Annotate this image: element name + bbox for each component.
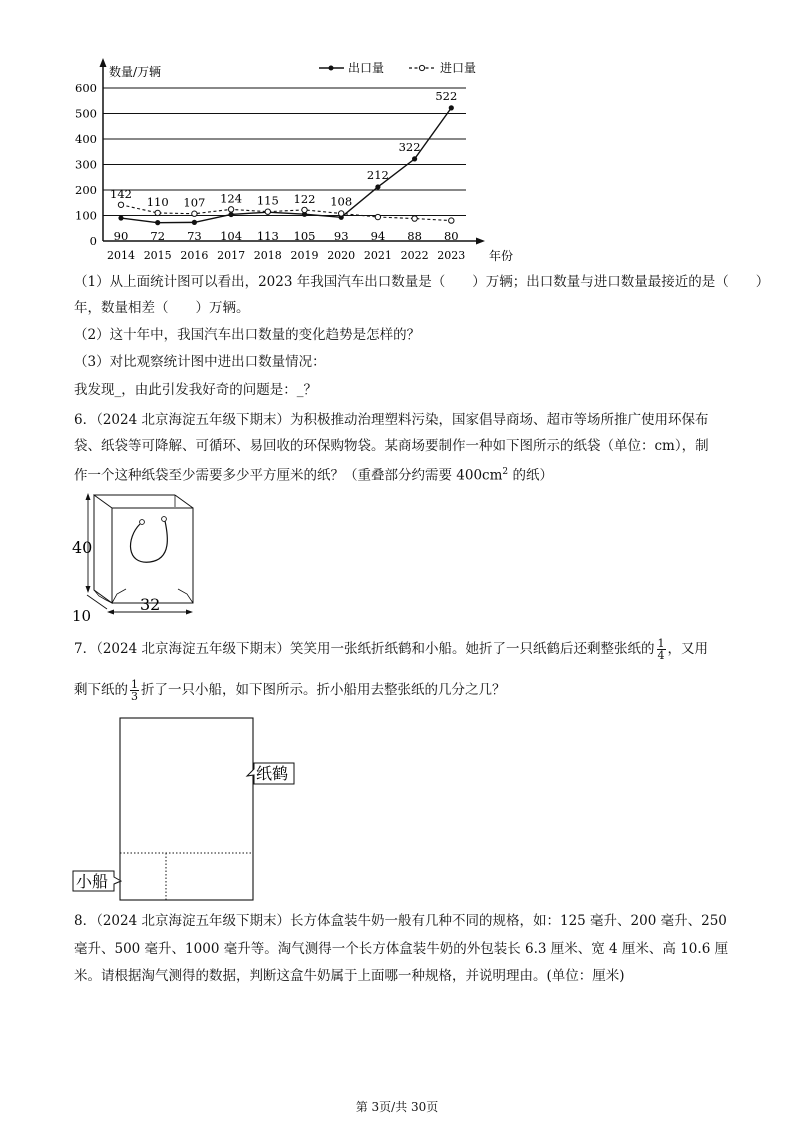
legend-export-label: 出口量 bbox=[348, 61, 385, 75]
import-data-point bbox=[265, 209, 270, 214]
y-tick-label: 500 bbox=[75, 106, 97, 121]
q8-line2: 毫升、500 毫升、1000 毫升等。淘气测得一个长方体盒装牛奶的外包装长 6.3 厘米、宽 4 厘米、高 10.6 厘 bbox=[74, 941, 729, 957]
x-tick-label: 2015 bbox=[143, 249, 172, 262]
chart-legend bbox=[319, 60, 476, 75]
x-tick-label: 2023 bbox=[437, 249, 466, 262]
q6-line3 bbox=[74, 463, 553, 485]
crane-label: 纸鹤 bbox=[256, 764, 289, 783]
y-tick-label: 0 bbox=[89, 234, 97, 248]
q6-line2: 袋、纸袋等可降解、可循环、易回收的环保购物袋。某商场要制作一种如下图所示的纸袋（单位：cm），制 bbox=[74, 438, 709, 454]
import-data-point bbox=[339, 211, 344, 216]
export-data-point bbox=[229, 212, 234, 217]
import-data-point bbox=[412, 216, 417, 221]
export-data-label: 93 bbox=[333, 229, 349, 243]
import-data-label: 107 bbox=[183, 195, 206, 210]
q7-line1 bbox=[74, 637, 708, 661]
fraction-one-quarter bbox=[657, 638, 666, 661]
x-tick-label: 2014 bbox=[107, 249, 135, 262]
export-data-point bbox=[375, 184, 380, 189]
export-data-label: 113 bbox=[256, 229, 279, 243]
q6-line3-text: 作一个这种纸袋至少需要多少平方厘米的纸？（重叠部分约需要 400cm bbox=[74, 467, 503, 484]
x-tick-label: 2017 bbox=[217, 249, 246, 262]
q8-line1: 8．（2024 北京海淀五年级下期末）长方体盒装牛奶一般有几种不同的规格，如：125 毫升、200 毫升、250 bbox=[74, 913, 727, 929]
import-data-point bbox=[375, 214, 380, 219]
export-data-label: 73 bbox=[187, 229, 202, 243]
q7-line2 bbox=[74, 678, 506, 702]
q7-line1-end: ，又用 bbox=[667, 641, 708, 657]
import-data-point bbox=[449, 218, 454, 223]
import-data-point bbox=[228, 207, 233, 212]
q6-superscript: 2 bbox=[502, 467, 509, 477]
import-data-label: 142 bbox=[110, 186, 132, 201]
bag-depth-label: 10 bbox=[72, 607, 92, 625]
export-data-label: 522 bbox=[435, 88, 458, 103]
q5-part4: 我发现_，由此引发我好奇的问题是：_？ bbox=[74, 382, 317, 398]
legend-import-label: 进口量 bbox=[440, 61, 477, 75]
export-series-line bbox=[121, 108, 451, 223]
q8-line3: 米。请根据淘气测得的数据，判断这盒牛奶属于上面哪一种规格，并说明理由。(单位：厘米) bbox=[74, 968, 625, 984]
fraction-denominator: 3 bbox=[131, 690, 138, 703]
import-data-label: 88 bbox=[407, 229, 422, 243]
x-axis-label: 年份 bbox=[489, 249, 514, 263]
q7-line1-text: 7．（2024 北京海淀五年级下期末）笑笑用一张纸折纸鹤和小船。她折了一只纸鹤后还剩整张纸的 bbox=[74, 641, 655, 657]
y-tick-label: 200 bbox=[75, 183, 97, 197]
import-data-label: 94 bbox=[370, 229, 386, 243]
import-data-point bbox=[155, 210, 160, 215]
import-data-label: 110 bbox=[146, 194, 169, 209]
paper-fold-diagram bbox=[70, 715, 305, 905]
import-data-label: 115 bbox=[256, 193, 279, 208]
export-data-label: 322 bbox=[398, 139, 421, 154]
export-data-point bbox=[155, 220, 160, 225]
y-tick-label: 100 bbox=[75, 208, 97, 223]
import-data-label: 122 bbox=[293, 191, 316, 206]
import-data-label: 124 bbox=[220, 191, 243, 206]
q7-line2-text: 剩下纸的 bbox=[74, 682, 128, 698]
q6-line3-end: 的纸） bbox=[508, 467, 553, 484]
paper-bag-diagram bbox=[70, 490, 210, 625]
fraction-one-third bbox=[130, 679, 139, 702]
q5-part3: （3）对比观察统计图中进出口数量情况： bbox=[74, 354, 326, 370]
export-data-point bbox=[449, 105, 454, 110]
y-tick-label: 600 bbox=[75, 81, 97, 95]
import-data-label: 108 bbox=[330, 194, 353, 209]
fraction-numerator: 1 bbox=[131, 678, 138, 691]
boat-label: 小船 bbox=[76, 872, 109, 891]
legend-import-marker bbox=[419, 65, 424, 70]
import-data-point bbox=[118, 202, 123, 207]
export-data-label: 212 bbox=[366, 167, 389, 182]
fraction-denominator: 4 bbox=[657, 649, 665, 662]
page-footer: 第 3页/共 30页 bbox=[355, 1100, 439, 1114]
q5-part1-line1: （1）从上面统计图可以看出，2023 年我国汽车出口数量是（ ）万辆；出口数量与进口数量最接近的是（ ） bbox=[74, 274, 770, 290]
q6-line1: 6．（2024 北京海淀五年级下期末）为积极推动治理塑料污染，国家倡导商场、超市等场所推广使用环保布 bbox=[74, 412, 709, 428]
y-tick-label: 300 bbox=[75, 157, 97, 172]
export-data-point bbox=[192, 220, 197, 225]
legend-export-marker bbox=[329, 66, 334, 71]
x-tick-label: 2016 bbox=[180, 249, 209, 262]
x-tick-label: 2022 bbox=[400, 249, 429, 262]
export-data-label: 104 bbox=[220, 229, 243, 243]
q5-part2: （2）这十年中，我国汽车出口数量的变化趋势是怎样的？ bbox=[74, 327, 421, 343]
q5-part1-line2: 年，数量相差（ ）万辆。 bbox=[74, 300, 250, 316]
bag-height-label: 40 bbox=[72, 538, 93, 557]
export-data-point bbox=[412, 156, 417, 161]
line-chart bbox=[60, 55, 514, 270]
export-data-label: 90 bbox=[113, 229, 129, 243]
bag-length-label: 32 bbox=[140, 595, 161, 614]
x-tick-label: 2019 bbox=[290, 249, 319, 262]
fraction-numerator: 1 bbox=[657, 637, 665, 650]
q7-line2-end: 折了一只小船，如下图所示。折小船用去整张纸的几分之几？ bbox=[141, 682, 506, 698]
import-data-point bbox=[192, 211, 197, 216]
export-data-label: 72 bbox=[150, 229, 166, 243]
x-tick-label: 2018 bbox=[253, 249, 282, 262]
y-axis-label: 数量/万辆 bbox=[109, 65, 162, 79]
import-data-label: 80 bbox=[443, 229, 459, 243]
x-tick-label: 2021 bbox=[363, 249, 392, 262]
import-data-point bbox=[302, 207, 307, 212]
export-data-point bbox=[118, 215, 123, 220]
export-data-label: 105 bbox=[293, 229, 316, 243]
y-tick-label: 400 bbox=[75, 132, 97, 146]
x-tick-label: 2020 bbox=[327, 249, 356, 262]
